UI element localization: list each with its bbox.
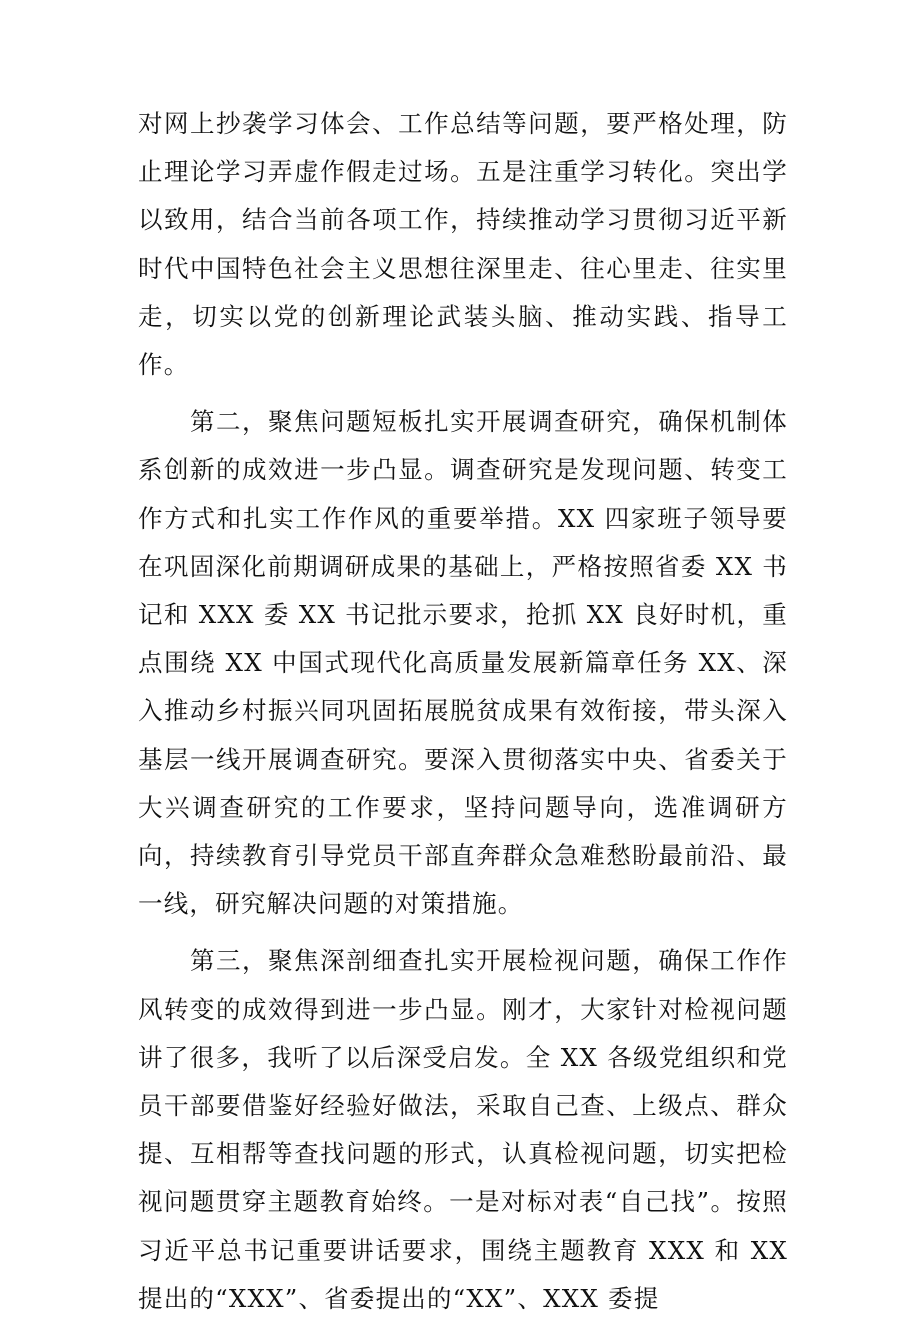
- document-body: [138, 100, 788, 1323]
- paragraph-1: 对网上抄袭学习体会、工作总结等问题，要严格处理，防止理论学习弄虚作假走过场。五是注重学习转化。突出学以致用，结合当前各项工作，持续推动学习贯彻习近平新时代中国特色社会主义思想往深里走、往心里走、往实里走，切实以党的创新理论武装头脑、推动实践、指导工作。: [138, 109, 788, 380]
- paragraph-3: 第三，聚焦深剖细查扎实开展检视问题，确保工作作风转变的成效得到进一步凸显。刚才，大家针对检视问题讲了很多，我听了以后深受启发。全 XX 各级党组织和党员干部要借鉴好经验好做法，采取自己查、上级点、群众提、互相帮等查找问题的形式，认真检视问题，切实把检视问题贯穿主题教育始终。一是对标对表“自己找”。按照习近平总书记重要讲话要求，围绕主题教育 XXX 和 XX 提出的“XXX”、省委提出的“XX”、XXX 委提: [138, 946, 788, 1313]
- paragraph-2: 第二，聚焦问题短板扎实开展调查研究，确保机制体系创新的成效进一步凸显。调查研究是发现问题、转变工作方式和扎实工作作风的重要举措。XX 四家班子领导要在巩固深化前期调研成果的基础上，严格按照省委 XX 书记和 XXX 委 XX 书记批示要求，抢抓 XX 良好时机，重点围绕 XX 中国式现代化高质量发展新篇章任务 XX、深入推动乡村振兴同巩固拓展脱贫成果有效衔接，带头深入基层一线开展调查研究。要深入贯彻落实中央、省委关于大兴调查研究的工作要求，坚持问题导向，选准调研方向，持续教育引导党员干部直奔群众急难愁盼最前沿、最一线，研究解决问题的对策措施。: [138, 407, 788, 919]
